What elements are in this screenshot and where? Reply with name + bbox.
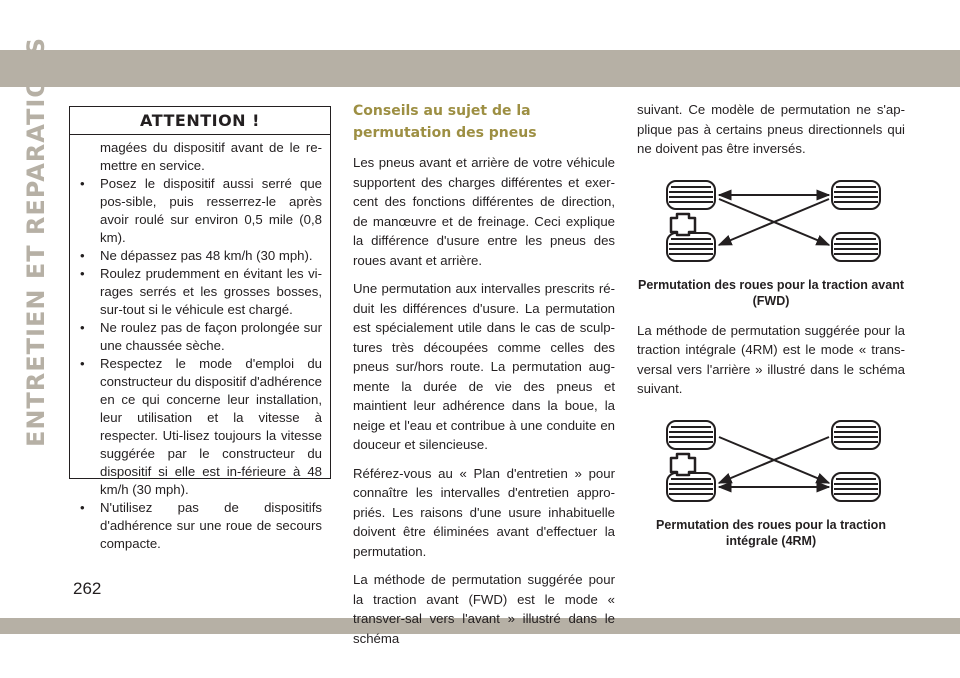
tire-front-right-icon (832, 181, 880, 209)
tire-rear-right-icon (832, 233, 880, 261)
header-band (0, 50, 960, 87)
attention-item: • Posez le dispositif aussi serré que pos-sible, puis resserrez-le après avoir roulé sur environ 0,5 mile (0,8 km). (80, 175, 322, 247)
attention-item: • Respectez le mode d'emploi du constructeur du dispositif d'adhérence en ce qui concerne leur installation, leur utilisation et la vitesse à respecter. Uti-lisez toujours la vitesse suggérée par le constructeur du dispositif si elle est in-férieure à 48 km/h (30 mph). (80, 355, 322, 499)
attention-item: • Ne dépassez pas 48 km/h (30 mph). (80, 247, 322, 265)
figure-4rm-rotation (637, 413, 899, 513)
4rm-rotation-diagram (637, 413, 899, 513)
figure-fwd-rotation (637, 173, 899, 273)
attention-item: • N'utilisez pas de dispositifs d'adhérence sur une roue de secours compacte. (80, 499, 322, 553)
attention-item: • Roulez prudemment en évitant les vi-rages serrés et les grosses bosses, sur-tout si le véhicule est chargé. (80, 265, 322, 319)
tire-front-left-icon (667, 421, 715, 449)
attention-body (70, 135, 330, 553)
attention-box (69, 106, 331, 551)
tire-rear-left-icon (667, 473, 715, 501)
fwd-rotation-diagram (637, 173, 899, 273)
attention-title: ATTENTION ! (70, 107, 330, 135)
section-side-tab (16, 36, 56, 448)
right-column (637, 100, 905, 549)
paragraph: Les pneus avant et arrière de votre véhicule supportent des charges différentes et exer-cent des fonctions différentes de direction, de manœuvre et de freinage. Ceci explique la différence d'usure entre les pneus des roues avant et arrière. (353, 155, 615, 268)
tire-rear-right-icon (832, 473, 880, 501)
figure-caption: Permutation des roues pour la traction intégrale (4RM) (656, 517, 886, 548)
paragraph: Une permutation aux intervalles prescrits ré-duit les différences d'usure. La permutation est spécialement utile dans le cas de sculp-tures très découpées comme celles des pneus sur/hors route. La permutation aug-mente la durée de vie des pneus et maintient leur adhérence dans la boue, la neige et l'eau et contribue à une conduite en douceur et silencieuse. (353, 281, 615, 452)
engine-icon (671, 454, 695, 475)
attention-item: • Ne roulez pas de façon prolongée sur une chaussée sèche. (80, 319, 322, 355)
paragraph: La méthode de permutation suggérée pour la traction intégrale (4RM) est le mode « trans-versal vers l'arrière » illustré dans le schéma suivant. (637, 322, 905, 396)
main-column (353, 100, 615, 657)
attention-list (80, 175, 322, 553)
section-side-tab-label: ENTRETIEN ET REPARATIONS (22, 36, 50, 448)
paragraph: suivant. Ce modèle de permutation ne s'ap-plique pas à certains pneus directionnels qui ne doivent pas être inversés. (637, 102, 905, 156)
page-number: 262 (73, 579, 102, 598)
engine-icon (671, 214, 695, 235)
tire-front-right-icon (832, 421, 880, 449)
paragraph: Référez-vous au « Plan d'entretien » pour connaître les intervalles d'entretien appro-priés. Les raisons d'une usure inhabituelle doivent être éliminées avant d'effectuer la permutation. (353, 465, 615, 559)
attention-continuation: magées du dispositif avant de le re-mettre en service. (100, 140, 322, 173)
section-heading: Conseils au sujet de la permutation des pneus (353, 103, 537, 141)
paragraph: La méthode de permutation suggérée pour la traction avant (FWD) est le mode « transver-sal vers l'avant » illustré dans le schéma (353, 572, 615, 646)
figure-caption: Permutation des roues pour la traction avant (FWD) (637, 277, 905, 308)
tire-front-left-icon (667, 181, 715, 209)
tire-rear-left-icon (667, 233, 715, 261)
